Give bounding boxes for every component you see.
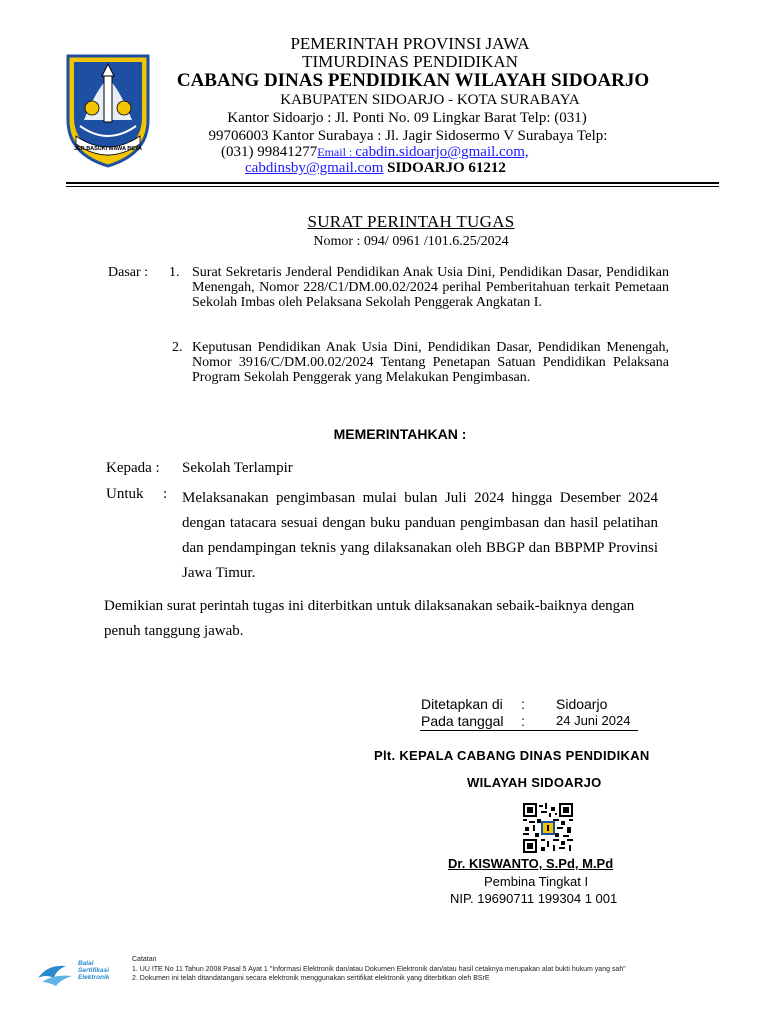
bsre-logo [36,960,131,990]
tanggal-label: Pada tanggal [421,713,504,729]
footer-note-2: 2. Dokumen ini telah ditandatangani secara elektronik menggunakan sertifikat elektronik yang diterbitkan oleh BSrE [132,975,490,982]
signer-position-1: Plt. KEPALA CABANG DINAS PENDIDIKAN [374,748,650,763]
document-title: SURAT PERINTAH TUGAS [307,212,515,231]
dasar-item-text: Surat Sekretaris Jenderal Pendidikan Anak Usia Dini, Pendidikan Dasar, Pendidikan Menengah, Nomor 228/C1/DM.00.02/2024 perihal Pemberitahuan terkait Pemetaan Sekolah Imbas oleh Pelaksana Sekolah Penggerak Angkatan I. [192,265,669,310]
bsre-logo-line-2: Sertifikasi [78,967,110,974]
date-underline [420,730,638,731]
email-label: Email : [317,145,356,159]
signer-position-2: WILAYAH SIDOARJO [467,775,602,790]
email-link-surabaya[interactable]: cabdinsby@gmail.com [245,160,384,176]
letterhead-divider-thick [66,182,719,184]
logo-motto: JER BASUKI MAWA BEYA [73,146,143,152]
letterhead-region: KABUPATEN SIDOARJO - KOTA SURABAYA [280,92,580,108]
signer-rank: Pembina Tingkat I [484,874,589,889]
bsre-logo-line-1: Balai [78,960,94,967]
ditetapkan-colon: : [521,696,525,712]
letterhead-agency-name: CABANG DINAS PENDIDIKAN WILAYAH SIDOARJO [176,70,650,91]
letterhead-contact-line [221,144,529,161]
footer-note-1: 1. UU ITE No 11 Tahun 2008 Pasal 5 Ayat 1 "Informasi Elektronik dan/atau Dokumen Elektronik dan/atau hasil cetaknya merupakan alat bukti hukum yang sah" [132,966,626,973]
closing-paragraph: Demikian surat perintah tugas ini diterbitkan untuk dilaksanakan sebaik-baiknya dengan penuh tanggung jawab. [104,598,635,639]
dasar-label: Dasar : [108,265,149,280]
footer-catatan-label: Catatan [132,956,157,963]
tanggal-colon: : [521,713,525,729]
letterhead-line-2: TIMURDINAS PENDIDIKAN [302,52,518,71]
letterhead-line-1: PEMERINTAH PROVINSI JAWA [290,34,530,53]
memerintahkan-heading: MEMERINTAHKAN : [333,426,467,442]
signer-name: Dr. KISWANTO, S.Pd, M.Pd [448,856,614,871]
tanggal-value: 24 Juni 2024 [556,713,631,728]
bsre-logo-line-3: Elektronik [78,974,110,981]
letterhead-divider-thin [66,186,719,187]
kepada-label: Kepada : [106,460,160,476]
dasar-item-text: Keputusan Pendidikan Anak Usia Dini, Pendidikan Dasar, Pendidikan Menengah, Nomor 3916/C/DM.00.02/2024 Tentang Penetapan Satuan Pendidikan Pelaksana Program Sekolah Penggerak yang Melakukan Pengimbasan. [192,340,669,385]
signer-nip: NIP. 19690711 199304 1 001 [450,891,618,906]
letterhead-address-2: 99706003 Kantor Surabaya : Jl. Jagir Sidosermo V Surabaya Telp: [208,128,608,144]
signature-qr-code [523,803,573,853]
letterhead-email-city-line [245,160,506,177]
city-postcode: SIDOARJO 61212 [387,160,506,176]
dasar-item-number: 1. [169,265,180,280]
provincial-emblem-logo [62,50,154,168]
untuk-colon: : [163,486,168,502]
phone-number: (031) 99841277 [221,144,318,160]
letterhead-address-1: Kantor Sidoarjo : Jl. Ponti No. 09 Lingkar Barat Telp: (031) [227,110,587,126]
kepada-value: Sekolah Terlampir [182,460,293,476]
document-number: Nomor : 094/ 0961 /101.6.25/2024 [313,234,509,249]
untuk-label: Untuk [106,486,144,502]
untuk-text: Melaksanakan pengimbasan mulai bulan Juli 2024 hingga Desember 2024 dengan tatacara sesuai dengan buku panduan pengimbasan dan hasil pelatihan dan pendampingan teknis yang dilaksanakan oleh BBGP dan BBPMP Provinsi Jawa Timur. [182,490,658,581]
ditetapkan-value: Sidoarjo [556,696,608,712]
email-link-sidoarjo[interactable]: cabdin.sidoarjo@gmail.com, [355,144,529,160]
dasar-item-number: 2. [172,340,183,355]
ditetapkan-label: Ditetapkan di [421,696,503,712]
